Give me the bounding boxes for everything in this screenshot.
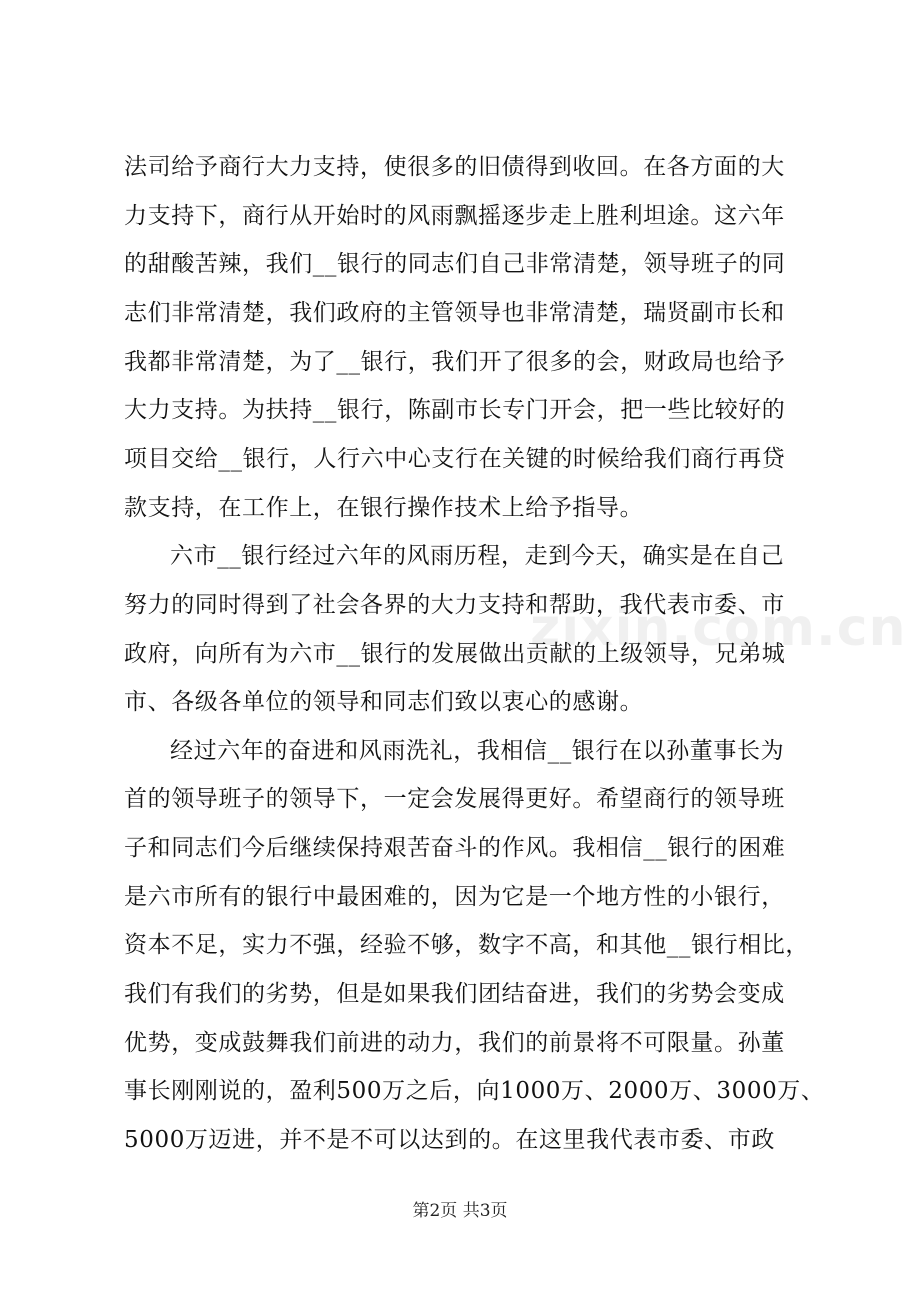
paragraph-line: 款支持，在工作上，在银行操作技术上给予指导。 (124, 495, 644, 521)
paragraph-line: 资本不足，实力不强，经验不够，数字不高，和其他__银行相比， (124, 932, 809, 958)
paragraph-line: 的甜酸苦辣，我们__银行的同志们自己非常清楚，领导班子的同 (124, 251, 786, 277)
paragraph-line: 政府，向所有为六市__银行的发展做出贡献的上级领导，兄弟城 (124, 641, 786, 667)
paragraph-line: 优势，变成鼓舞我们前进的动力，我们的前景将不可限量。孙董 (124, 1030, 785, 1056)
paragraph-line: 我都非常清楚，为了__银行，我们开了很多的会，财政局也给予 (124, 349, 786, 375)
paragraph-line: 大力支持。为扶持__银行，陈副市长专门开会，把一些比较好的 (124, 397, 786, 423)
paragraph-line: 六市__银行经过六年的风雨历程，走到今天，确实是在自己 (170, 543, 785, 569)
paragraph-line: 经过六年的奋进和风雨洗礼，我相信__银行在以孙董事长为 (170, 738, 785, 764)
paragraph-line: 是六市所有的银行中最困难的，因为它是一个地方性的小银行， (124, 884, 785, 910)
paragraph-line: 首的领导班子的领导下，一定会发展得更好。希望商行的领导班 (124, 786, 785, 812)
paragraph-line: 法司给予商行大力支持，使很多的旧债得到收回。在各方面的大 (124, 154, 785, 180)
paragraph-line: 子和同志们今后继续保持艰苦奋斗的作风。我相信__银行的困难 (124, 835, 786, 861)
paragraph-line: 志们非常清楚，我们政府的主管领导也非常清楚，瑞贤副市长和 (124, 300, 785, 326)
paragraph-line: 5000万迈进，并不是不可以达到的。在这里我代表市委、市政 (124, 1127, 775, 1153)
watermark: zixin.com.cn (530, 598, 907, 658)
paragraph-line: 努力的同时得到了社会各界的大力支持和帮助，我代表市委、市 (124, 592, 785, 618)
paragraph-line: 我们有我们的劣势，但是如果我们团结奋进，我们的劣势会变成 (124, 981, 785, 1007)
page-number: 第2页 共3页 (412, 1201, 508, 1221)
paragraph-line: 市、各级各单位的领导和同志们致以衷心的感谢。 (124, 689, 644, 715)
paragraph-line: 项目交给__银行，人行六中心支行在关键的时候给我们商行再贷 (124, 446, 786, 472)
paragraph-line: 事长刚刚说的，盈利500万之后，向1000万、2000万、3000万、 (124, 1078, 825, 1104)
paragraph-line: 力支持下，商行从开始时的风雨飘摇逐步走上胜利坦途。这六年 (124, 203, 785, 229)
